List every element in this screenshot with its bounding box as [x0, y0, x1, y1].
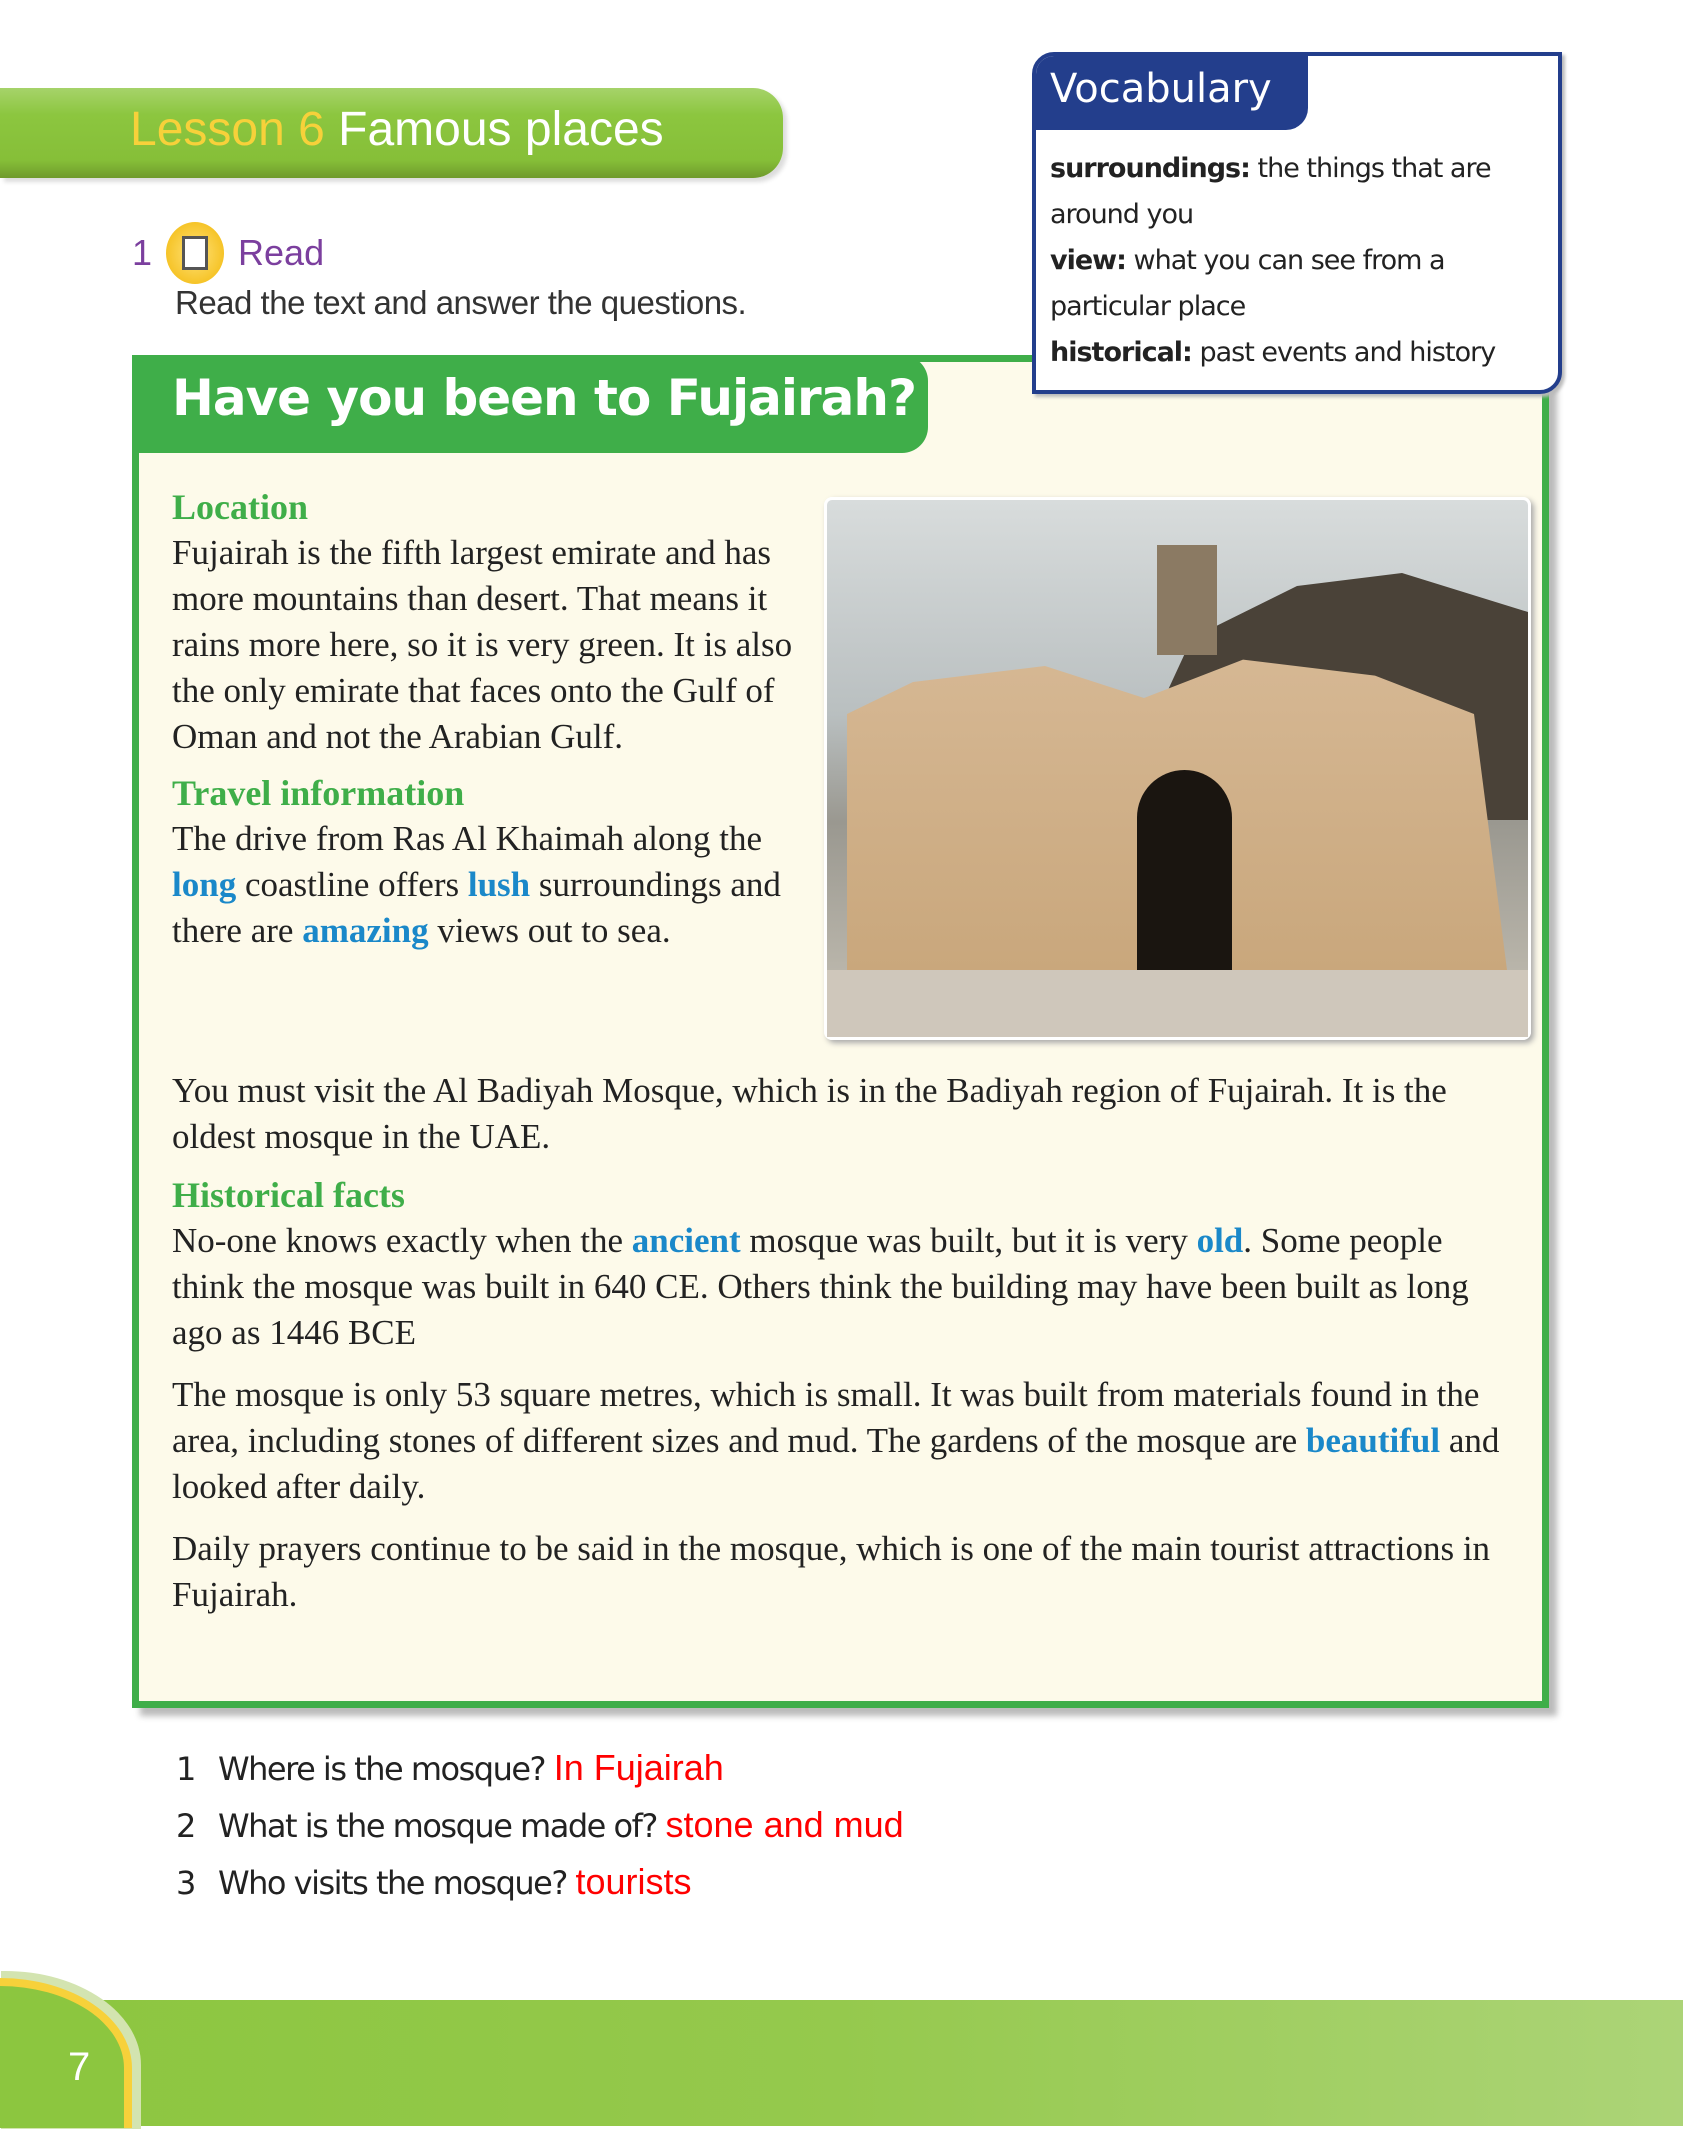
- lesson-banner: [0, 88, 783, 178]
- question-item: 1 Where is the mosque? In Fujairah: [176, 1747, 724, 1788]
- travel-heading: Travel information: [172, 773, 465, 813]
- activity-label: Read: [238, 232, 325, 273]
- mosque-photo: [824, 497, 1531, 1040]
- location-section: [172, 484, 797, 954]
- travel-text: The drive from Ras Al Khaimah along the long coastline offers lush surroundings and there are amazing views out to sea.: [172, 819, 781, 950]
- lesson-title: Famous places: [338, 103, 664, 156]
- instruction: Read the text and answer the questions.: [175, 284, 747, 321]
- history-paragraph: No-one knows exactly when the ancient mosque was built, but it is very old. Some people think the mosque was built in 640 CE. Others think the building may have been built as long ago as 1446 BCE: [172, 1221, 1469, 1352]
- vocab-item: surroundings: the things that are around you: [1050, 153, 1491, 230]
- question-item: 3 Who visits the mosque? tourists: [176, 1861, 692, 1902]
- vocabulary-title: Vocabulary: [1036, 56, 1308, 130]
- history-heading: Historical facts: [172, 1175, 405, 1215]
- read-icon: [166, 222, 224, 284]
- vocabulary-box: [1032, 52, 1562, 394]
- visit-paragraph: You must visit the Al Badiyah Mosque, which is in the Badiyah region of Fujairah. It is the oldest mosque in the UAE.: [172, 1071, 1447, 1156]
- question-item: 2 What is the mosque made of? stone and mud: [176, 1804, 904, 1845]
- answer: stone and mud: [665, 1804, 904, 1845]
- lesson-number: Lesson 6: [130, 103, 325, 156]
- activity-number: 1: [132, 232, 153, 273]
- activity-header: [132, 222, 324, 284]
- location-text: Fujairah is the fifth largest emirate and has more mountains than desert. That means it rains more here, so it is very green. It is also the only emirate that faces onto the Gulf of Oman and not the Arabian Gulf.: [172, 533, 793, 756]
- main-text: [172, 1068, 1522, 1618]
- vocab-item: historical: past events and history: [1050, 337, 1496, 368]
- article-title-tab: [132, 355, 928, 453]
- size-paragraph: The mosque is only 53 square metres, which is small. It was built from materials found in the area, including stones of different sizes and mud. The gardens of the mosque are beautiful and looked after daily.: [172, 1375, 1500, 1506]
- article-title: Have you been to Fujairah?: [172, 369, 916, 427]
- footer-bar: [0, 2000, 1683, 2126]
- page-number: 7: [68, 2045, 91, 2089]
- prayers-paragraph: Daily prayers continue to be said in the mosque, which is one of the main tourist attractions in Fujairah.: [172, 1529, 1491, 1614]
- questions-list: [176, 1740, 904, 1911]
- location-heading: Location: [172, 487, 309, 527]
- vocab-item: view: what you can see from a particular place: [1050, 245, 1445, 322]
- answer: tourists: [575, 1861, 692, 1902]
- answer: In Fujairah: [553, 1747, 724, 1788]
